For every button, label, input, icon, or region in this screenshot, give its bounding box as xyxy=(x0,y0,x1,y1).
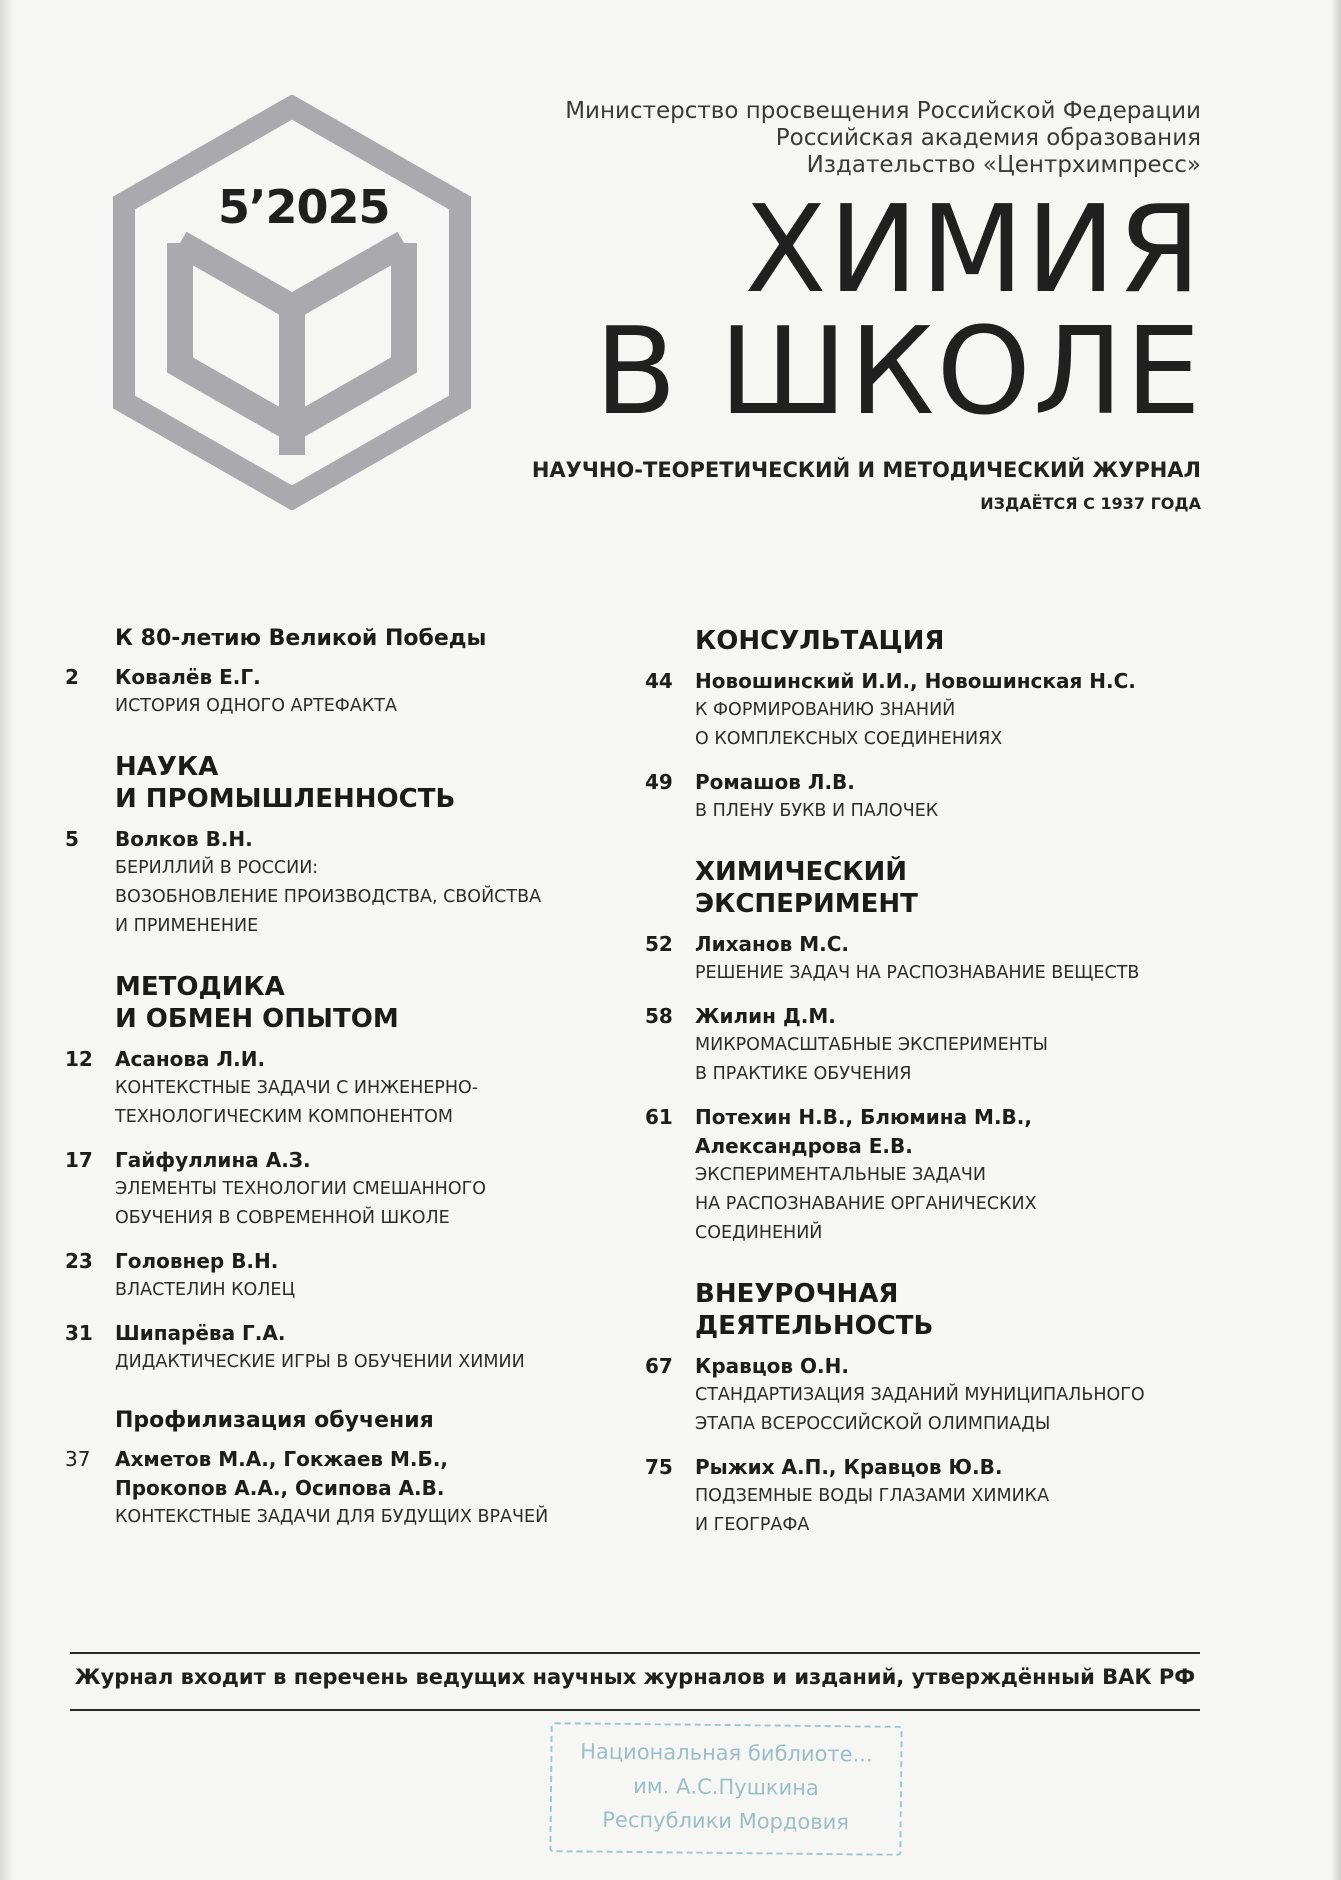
contents-entry xyxy=(645,768,1205,826)
entry-authors: Асанова Л.И. xyxy=(115,1047,266,1071)
section-heading: И ПРОМЫШЛЕННОСТЬ xyxy=(115,784,456,814)
entry-authors: Волков В.Н. xyxy=(115,827,253,851)
section-heading-group xyxy=(645,625,1205,657)
section-heading: ДЕЯТЕЛЬНОСТЬ xyxy=(695,1311,934,1341)
entry-authors: Ромашов Л.В. xyxy=(695,770,855,794)
page-number: 37 xyxy=(65,1447,91,1471)
entry-title: ЭТАПА ВСЕРОССИЙСКОЙ ОЛИМПИАДЫ xyxy=(695,1414,1051,1434)
entry-body xyxy=(115,1247,585,1305)
section-heading: КОНСУЛЬТАЦИЯ xyxy=(695,626,945,656)
publisher-line: Издательство «Центрхимпресс» xyxy=(806,152,1201,178)
entry-title: К ФОРМИРОВАНИЮ ЗНАНИЙ xyxy=(695,700,956,720)
publisher-block xyxy=(565,98,1201,179)
entry-title: РЕШЕНИЕ ЗАДАЧ НА РАСПОЗНАВАНИЕ ВЕЩЕСТВ xyxy=(695,963,1140,983)
entry-authors: Жилин Д.М. xyxy=(695,1004,836,1028)
entry-title: ДИДАКТИЧЕСКИЕ ИГРЫ В ОБУЧЕНИИ ХИМИИ xyxy=(115,1352,525,1372)
contents-entry xyxy=(65,1319,585,1377)
stamp-line: Республики Мордовия xyxy=(602,1807,850,1835)
journal-title-line2: В ШКОЛЕ xyxy=(594,303,1203,442)
section-heading-group xyxy=(65,1407,585,1435)
section-heading: ХИМИЧЕСКИЙ xyxy=(695,857,908,887)
section-heading: И ОБМЕН ОПЫТОМ xyxy=(115,1004,399,1034)
section-heading: НАУКА xyxy=(115,752,219,782)
page-number: 2 xyxy=(65,665,79,689)
entry-authors: Шипарёва Г.А. xyxy=(115,1321,286,1345)
contents-entry xyxy=(645,1103,1205,1248)
entry-body xyxy=(115,1045,585,1132)
entry-authors: Ахметов М.А., Гокжаев М.Б., xyxy=(115,1447,448,1471)
entry-title: ПОДЗЕМНЫЕ ВОДЫ ГЛАЗАМИ ХИМИКА xyxy=(695,1486,1050,1506)
entry-authors: Потехин Н.В., Блюмина М.В., xyxy=(695,1105,1032,1129)
entry-body xyxy=(695,930,1205,988)
contents-entry xyxy=(65,1445,585,1532)
section-gap xyxy=(65,955,585,971)
contents-entry xyxy=(65,1045,585,1132)
entry-title: В ПРАКТИКЕ ОБУЧЕНИЯ xyxy=(695,1064,912,1084)
entry-authors: Кравцов О.Н. xyxy=(695,1354,849,1378)
journal-title-line1: ХИМИЯ xyxy=(744,181,1203,320)
entry-authors: Гайфуллина А.З. xyxy=(115,1148,311,1172)
entry-title: И ГЕОГРАФА xyxy=(695,1515,810,1535)
contents-entry xyxy=(645,667,1205,754)
page-number: 52 xyxy=(645,932,673,956)
entry-title: КОНТЕКСТНЫЕ ЗАДАЧИ С ИНЖЕНЕРНО- xyxy=(115,1078,479,1098)
page-number: 5 xyxy=(65,827,79,851)
library-stamp xyxy=(549,1722,902,1856)
entry-body xyxy=(115,663,585,721)
page-edge-left xyxy=(0,0,14,1880)
entry-authors: Александрова Е.В. xyxy=(695,1134,913,1158)
contents-entry xyxy=(65,825,585,941)
contents-entry xyxy=(645,1453,1205,1540)
cube-logo-icon xyxy=(110,95,475,510)
contents-entry xyxy=(645,930,1205,988)
entry-title: ОБУЧЕНИЯ В СОВРЕМЕННОЙ ШКОЛЕ xyxy=(115,1208,450,1228)
page-number: 67 xyxy=(645,1354,673,1378)
page-number: 49 xyxy=(645,770,673,794)
section-heading-group xyxy=(65,971,585,1035)
entry-title: О КОМПЛЕКСНЫХ СОЕДИНЕНИЯХ xyxy=(695,729,1003,749)
entry-body xyxy=(115,825,585,941)
entry-body xyxy=(115,1319,585,1377)
entry-title: ТЕХНОЛОГИЧЕСКИМ КОМПОНЕНТОМ xyxy=(115,1107,453,1127)
contents-entry xyxy=(65,663,585,721)
entry-body xyxy=(695,667,1205,754)
journal-title xyxy=(594,181,1204,442)
entry-title: ИСТОРИЯ ОДНОГО АРТЕФАКТА xyxy=(115,696,397,716)
page-number: 12 xyxy=(65,1047,93,1071)
entry-title: МИКРОМАСШТАБНЫЕ ЭКСПЕРИМЕНТЫ xyxy=(695,1035,1048,1055)
contents-entry xyxy=(645,1352,1205,1439)
entry-title: И ПРИМЕНЕНИЕ xyxy=(115,916,259,936)
contents-entry xyxy=(65,1146,585,1233)
page-number: 58 xyxy=(645,1004,673,1028)
entry-body xyxy=(695,1103,1205,1248)
contents-left-column xyxy=(65,625,585,1546)
section-heading: ВНЕУРОЧНАЯ xyxy=(695,1279,899,1309)
section-heading: ЭКСПЕРИМЕНТ xyxy=(695,889,918,919)
journal-since: ИЗДАЁТСЯ С 1937 ГОДА xyxy=(980,494,1201,513)
section-gap xyxy=(645,1262,1205,1278)
page-edge-right xyxy=(1331,0,1341,1880)
entry-title: ВЛАСТЕЛИН КОЛЕЦ xyxy=(115,1280,296,1300)
entry-title: ВОЗОБНОВЛЕНИЕ ПРОИЗВОДСТВА, СВОЙСТВА xyxy=(115,887,542,907)
contents-right-column xyxy=(645,625,1205,1554)
entry-authors: Прокопов А.А., Осипова А.В. xyxy=(115,1476,445,1500)
section-heading-group xyxy=(645,856,1205,920)
entry-title: СОЕДИНЕНИЙ xyxy=(695,1223,823,1243)
issue-number: 5’2025 xyxy=(218,180,390,234)
page-number: 23 xyxy=(65,1249,93,1273)
contents-entry xyxy=(65,1247,585,1305)
section-gap xyxy=(65,1391,585,1407)
section-gap xyxy=(65,735,585,751)
publisher-line: Российская академия образования xyxy=(775,125,1201,151)
publisher-line: Министерство просвещения Российской Федерации xyxy=(565,98,1201,124)
entry-body xyxy=(115,1445,585,1532)
entry-body xyxy=(695,1002,1205,1089)
page-number: 61 xyxy=(645,1105,673,1129)
page-number: 75 xyxy=(645,1455,673,1479)
entry-body xyxy=(115,1146,585,1233)
entry-title: СТАНДАРТИЗАЦИЯ ЗАДАНИЙ МУНИЦИПАЛЬНОГО xyxy=(695,1385,1145,1405)
entry-title: НА РАСПОЗНАВАНИЕ ОРГАНИЧЕСКИХ xyxy=(695,1194,1037,1214)
entry-title: ЭКСПЕРИМЕНТАЛЬНЫЕ ЗАДАЧИ xyxy=(695,1165,987,1185)
contents-entry xyxy=(645,1002,1205,1089)
entry-title: БЕРИЛЛИЙ В РОССИИ: xyxy=(115,858,319,878)
entry-title: В ПЛЕНУ БУКВ И ПАЛОЧЕК xyxy=(695,801,939,821)
section-heading: МЕТОДИКА xyxy=(115,972,285,1002)
section-heading: К 80-летию Великой Победы xyxy=(115,626,487,651)
entry-title: ЭЛЕМЕНТЫ ТЕХНОЛОГИИ СМЕШАННОГО xyxy=(115,1179,487,1199)
entry-authors: Рыжих А.П., Кравцов Ю.В. xyxy=(695,1455,1003,1479)
footer-rule-bottom xyxy=(70,1709,1200,1711)
section-heading-group xyxy=(65,625,585,653)
footer-rule-top xyxy=(70,1652,1200,1654)
page-number: 44 xyxy=(645,669,673,693)
entry-authors: Новошинский И.И., Новошинская Н.С. xyxy=(695,669,1136,693)
entry-body xyxy=(695,1453,1205,1540)
entry-title: КОНТЕКСТНЫЕ ЗАДАЧИ ДЛЯ БУДУЩИХ ВРАЧЕЙ xyxy=(115,1507,549,1527)
entry-body xyxy=(695,768,1205,826)
entry-authors: Головнер В.Н. xyxy=(115,1249,279,1273)
entry-body xyxy=(695,1352,1205,1439)
section-heading: Профилизация обучения xyxy=(115,1408,434,1433)
stamp-line: им. А.С.Пушкина xyxy=(633,1774,819,1800)
stamp-line: Национальная библиоте... xyxy=(580,1739,873,1767)
section-gap xyxy=(645,840,1205,856)
footer-vak-note: Журнал входит в перечень ведущих научных журналов и изданий, утверждённый ВАК РФ xyxy=(74,1665,1196,1689)
section-heading-group xyxy=(65,751,585,815)
page-number: 31 xyxy=(65,1321,93,1345)
section-heading-group xyxy=(645,1278,1205,1342)
journal-subtitle: НАУЧНО-ТЕОРЕТИЧЕСКИЙ И МЕТОДИЧЕСКИЙ ЖУРНАЛ xyxy=(531,458,1201,482)
entry-authors: Ковалёв Е.Г. xyxy=(115,665,261,689)
entry-authors: Лиханов М.С. xyxy=(695,932,849,956)
page-number: 17 xyxy=(65,1148,93,1172)
